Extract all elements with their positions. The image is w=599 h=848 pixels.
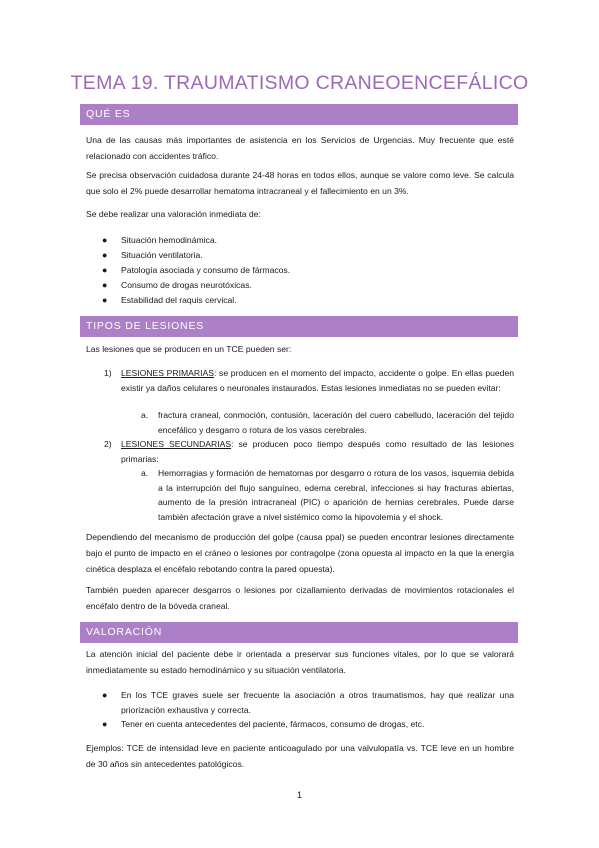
bullet-icon: ●	[102, 690, 108, 700]
document-page: TEMA 19. TRAUMATISMO CRANEOENCEFÁLICO QUÉ ES Una de las causas más importantes de asistencia en los Servicios de Urgencias. Muy frecuente que esté relacionado con accidentes tráfico. Se precisa observación cuidadosa durante 24-48 horas en todos ellos, aunque se valore como leve. Se calcula que solo el 2% puede desarrollar hematoma intracraneal y el fallecimiento en un 3%. Se debe realizar una valoración inmediata de: ● Situación hemodinámica. ● Situación ventilatoria. ● Patología asociada y consumo de fármacos. ● Consumo de drogas neurotóxicas. ● Estabilidad del raquis cervical. TIPOS DE LESIONES Las lesiones que se producen en un TCE pueden ser: 1) LESIONES PRIMARIAS: se producen en el momento del impacto, accidente o golpe. En ellas pueden existir ya daños celulares o neuronales instaurados. Estas lesiones inmediatas no se pueden evitar: a. fractura craneal, conmoción, contusión, laceración del cuero cabelludo, laceración del tejido encefálico y desgarro o rotura de los vasos cerebrales. 2) LESIONES SECUNDARIAS: se producen poco tiempo después como resultado de las lesiones primarias: a. Hemorragias y formación de hematomas por desgarro o rotura de los vasos, isquemia debida a la interrupción del flujo sanguíneo, edema cerebral, infecciones si hay fracturas abiertas, aumento de la presión intracraneal (PIC) o aparición de hernias cerebrales. Puede darse también afectación grave a nivel sistémico como la hipovolemia y el shock. Dependiendo del mecanismo de producción del golpe (causa ppal) se pueden encontrar lesiones directamente bajo el punto de impacto en el cráneo o lesiones por contragolpe (zona opuesta al impacto en la que la energía cinética desplaza el encéfalo rebotando contra la pared opuesta). También pueden aparecer desgarros o lesiones por cizallamiento derivadas de movimientos rotacionales el encéfalo dentro de la bóveda craneal. VALORACIÓN La atención inicial del paciente debe ir orientada a preservar sus funciones vitales, por lo que se valorará inmediatamente su estado hemodinámico y su situación ventilatoria. ● En los TCE graves suele ser frecuente la asociación a otros traumatismos, hay que realizar una priorización exhaustiva y correcta. ● Tener en cuenta antecedentes del paciente, fármacos, consumo de drogas, etc. Ejemplos: TCE de intensidad leve en paciente anticoagulado por una valvulopatía vs. TCE leve en un hombre de 30 años sin antecedentes patológicos. 1	[0, 0, 599, 848]
list-item: ● En los TCE graves suele ser frecuente la asociación a otros traumatismos, hay que realizar una priorización exhaustiva y correcta.	[102, 690, 514, 715]
bullet-icon: ●	[102, 719, 108, 729]
paragraph: Las lesiones que se producen en un TCE pueden ser:	[86, 344, 292, 354]
term-lesiones-primarias: LESIONES PRIMARIAS	[121, 368, 214, 378]
bullet-icon: ●	[102, 295, 108, 305]
section-heading-tipos-de-lesiones: TIPOS DE LESIONES	[80, 316, 518, 337]
page-title: TEMA 19. TRAUMATISMO CRANEOENCEFÁLICO	[70, 72, 529, 94]
bullet-icon: ●	[102, 235, 108, 245]
paragraph: La atención inicial del paciente debe ir orientada a preservar sus funciones vitales, por lo que se valorará inmediatamente su estado hemodinámico y su situación ventilatoria.	[86, 649, 514, 675]
paragraph: Dependiendo del mecanismo de producción del golpe (causa ppal) se pueden encontrar lesiones directamente bajo el punto de impacto en el cráneo o lesiones por contragolpe (zona opuesta al impacto en la que la energía cinética desplaza el encéfalo rebotando contra la pared opuesta).	[86, 532, 514, 574]
paragraph: Una de las causas más importantes de asistencia en los Servicios de Urgencias. Muy frecuente que esté relacionado con accidentes tráfico.	[86, 135, 514, 161]
bullet-icon: ●	[102, 265, 108, 275]
numbered-item-primarias: 1) LESIONES PRIMARIAS: se producen en el momento del impacto, accidente o golpe. En ellas pueden existir ya daños celulares o neuronales instaurados. Estas lesiones inmediatas no se pueden evitar:	[104, 368, 514, 393]
bullet-icon: ●	[102, 250, 108, 260]
paragraph: También pueden aparecer desgarros o lesiones por cizallamiento derivadas de movimientos rotacionales el encéfalo dentro de la bóveda craneal.	[86, 585, 514, 611]
sub-item-primarias: a. fractura craneal, conmoción, contusión, laceración del cuero cabelludo, laceración del tejido encefálico y desgarro o rotura de los vasos cerebrales.	[141, 410, 514, 435]
paragraph: Ejemplos: TCE de intensidad leve en paciente anticoagulado por una valvulopatía vs. TCE leve en un hombre de 30 años sin antecedentes patológicos.	[86, 743, 514, 769]
term-lesiones-secundarias: LESIONES SECUNDARIAS	[121, 439, 232, 449]
paragraph: Se precisa observación cuidadosa durante 24-48 horas en todos ellos, aunque se valore como leve. Se calcula que solo el 2% puede desarrollar hematoma intracraneal y el fallecimiento en un 3%.	[86, 170, 514, 196]
section-heading-que-es: QUÉ ES	[80, 104, 518, 125]
sub-item-secundarias: a. Hemorragias y formación de hematomas por desgarro o rotura de los vasos, isquemia debida a la interrupción del flujo sanguíneo, edema cerebral, infecciones si hay fracturas abiertas, aumento de la presión intracraneal (PIC) o aparición de hernias cerebrales. Puede darse también afectación grave a nivel sistémico como la hipovolemia y el shock.	[141, 468, 514, 522]
numbered-item-secundarias: 2) LESIONES SECUNDARIAS: se producen poco tiempo después como resultado de las lesiones primarias:	[104, 439, 514, 464]
paragraph: Se debe realizar una valoración inmediata de:	[86, 209, 261, 219]
section-heading-valoracion: VALORACIÓN	[80, 622, 518, 643]
bullet-icon: ●	[102, 280, 108, 290]
page-number: 1	[296, 790, 302, 800]
